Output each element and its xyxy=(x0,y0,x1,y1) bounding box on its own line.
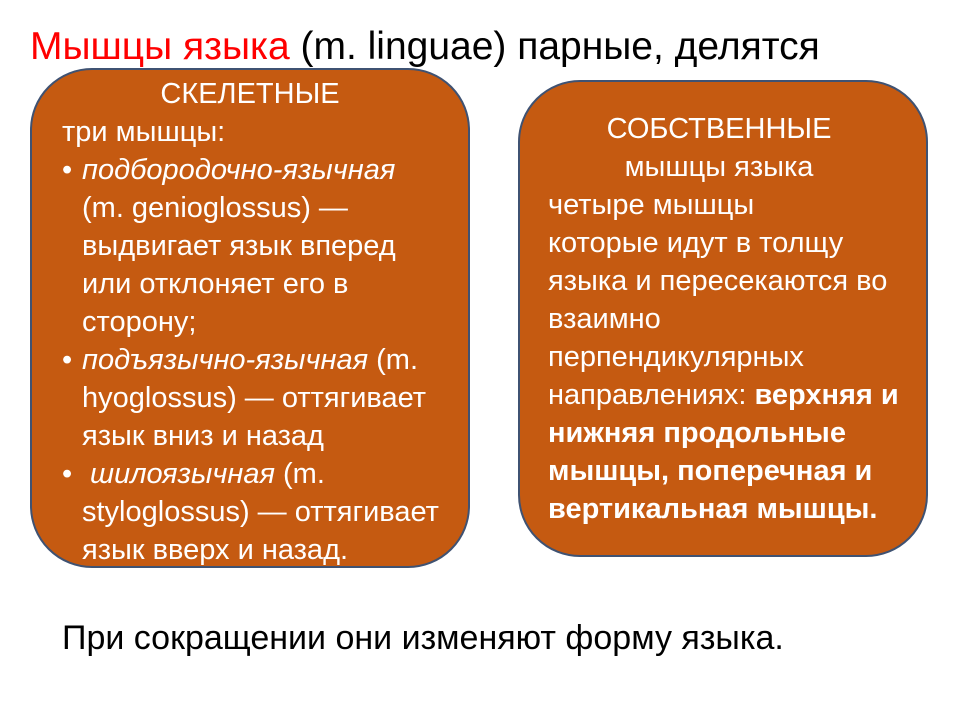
slide-title xyxy=(30,24,820,70)
muscle-description-line: сторону; xyxy=(82,306,197,338)
intrinsic-text-line: перпендикулярных xyxy=(548,341,804,373)
muscle-name-line xyxy=(82,341,438,379)
slide-footer-note: При сокращении они изменяют форму языка. xyxy=(62,619,784,657)
bullet-icon: • xyxy=(62,154,73,186)
skeletal-muscles-content xyxy=(62,75,438,569)
muscle-description-line: язык вниз и назад xyxy=(82,420,324,452)
muscle-name: шилоязычная xyxy=(90,458,275,490)
intrinsic-emphasis: верхняя и xyxy=(754,379,899,411)
title-rest: (m. linguae) парные, делятся xyxy=(289,25,820,68)
muscle-item-hyoglossus xyxy=(62,341,438,455)
muscle-description-line: или отклоняет его в xyxy=(82,268,349,300)
bullet-icon: • xyxy=(62,344,73,376)
intrinsic-emphasis-line: вертикальная мышцы. xyxy=(548,493,878,525)
intrinsic-text-line: взаимно xyxy=(548,303,661,335)
intrinsic-subheading: мышцы языка xyxy=(624,151,814,183)
intrinsic-text-line: которые идут в толщу xyxy=(548,227,844,259)
intrinsic-emphasis-line: мышцы, поперечная и xyxy=(548,455,873,487)
muscle-latin-prefix: (m. xyxy=(274,458,325,490)
intrinsic-muscles-content xyxy=(548,110,899,528)
intrinsic-mixed-line xyxy=(548,376,899,414)
title-highlight: Мышцы языка xyxy=(30,25,290,68)
muscle-name-line xyxy=(82,151,438,189)
intrinsic-text-line: четыре мышцы xyxy=(548,189,755,221)
muscle-description-line: (m. genioglossus) — xyxy=(82,192,348,224)
intrinsic-heading: СОБСТВЕННЫЕ xyxy=(606,113,832,145)
muscle-latin-prefix: (m. xyxy=(368,344,419,376)
muscle-name-line xyxy=(82,455,438,493)
intrinsic-text-line: языка и пересекаются во xyxy=(548,265,888,297)
muscle-item-genioglossus xyxy=(62,151,438,341)
muscle-item-styloglossus xyxy=(62,455,438,569)
muscle-description-line: язык вверх и назад. xyxy=(82,534,349,566)
bullet-icon: • xyxy=(62,458,73,490)
muscle-description-line: выдвигает язык вперед xyxy=(82,230,396,262)
muscle-name: подбородочно-язычная xyxy=(82,154,396,186)
skeletal-intro: три мышцы: xyxy=(62,116,226,148)
muscle-name: подъязычно-язычная xyxy=(82,344,369,376)
skeletal-heading: СКЕЛЕТНЫЕ xyxy=(160,78,340,110)
intrinsic-emphasis-line: нижняя продольные xyxy=(548,417,846,449)
muscle-description-line: styloglossus) — оттягивает xyxy=(82,496,439,528)
intrinsic-lead-in: направлениях: xyxy=(548,379,755,411)
muscle-description-line: hyoglossus) — оттягивает xyxy=(82,382,427,414)
